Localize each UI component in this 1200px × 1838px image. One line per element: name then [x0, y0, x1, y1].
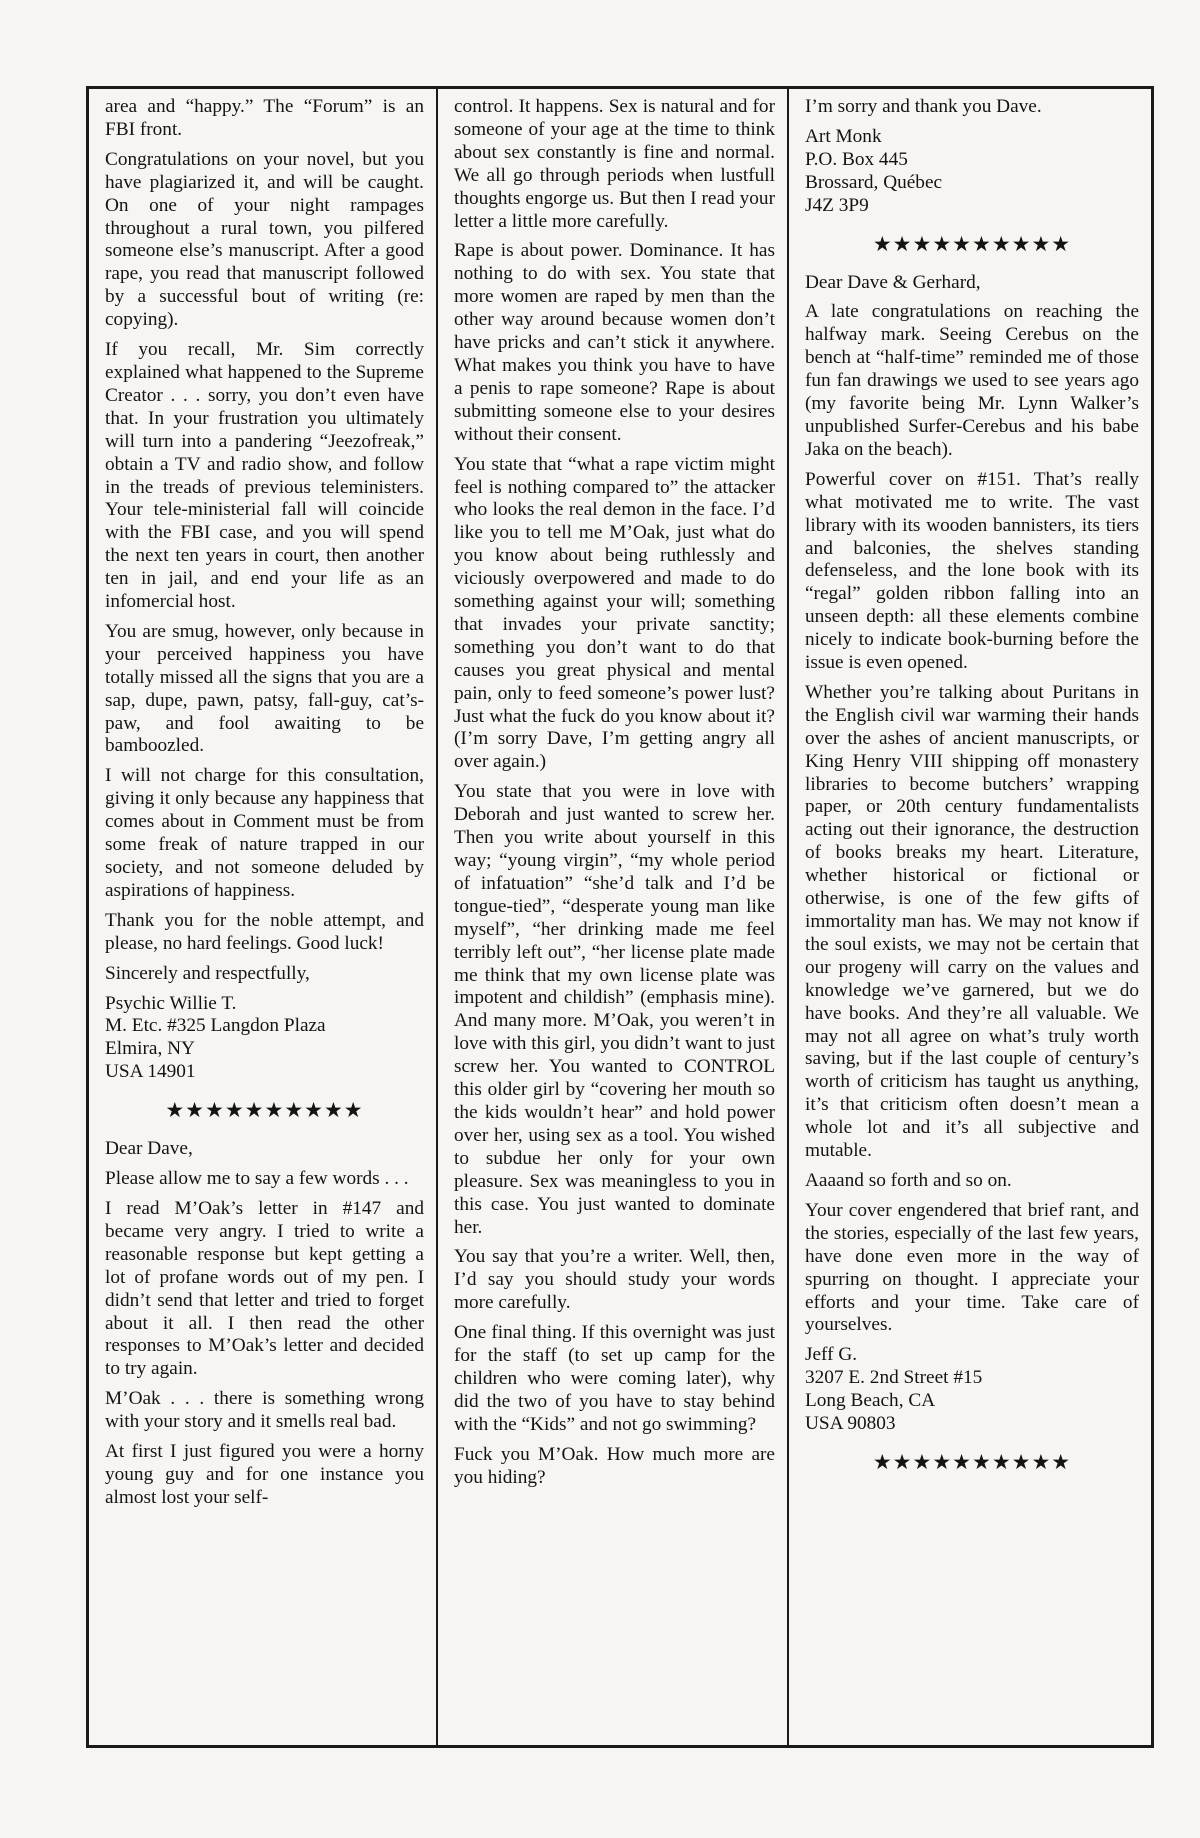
- address-line: M. Etc. #325 Langdon Plaza: [105, 1015, 326, 1037]
- paragraph: Powerful cover on #151. That’s really what motivated me to write. The vast library with its wooden bannisters, its tiers and balconies, the shelves standing defenseless, and the lone book with its “regal” golden ribbon falling into an unseen depth: all these elements combine nicely to indicate book-burning before the issue is even opened.: [805, 468, 1139, 674]
- paragraph: control. It happens. Sex is natural and for someone of your age at the time to think about sex constantly is fine and normal. We all go through periods when lustfull thoughts engorge us. But then I read your letter a little more carefully.: [454, 96, 775, 232]
- paragraph: You state that “what a rape victim might feel is nothing compared to” the attacker who looks the real demon in the face. I’d like you to tell me M’Oak, just what do you know about being ruthlessly and viciously overpowered and made to do something against your will; something that invades your private sanctity; something you don’t want to do that causes you great physical and mental pain, only to feed someone’s power lust? Just what the fuck do you know about it? (I’m sorry Dave, I’m getting angry all over again.): [454, 453, 775, 773]
- paragraph: At first I just figured you were a horny young guy and for one instance you almost lost your self-: [105, 1441, 424, 1508]
- paragraph: If you recall, Mr. Sim correctly explained what happened to the Supreme Creator . . . sorry, you don’t even have that. In your frustration you ultimately will turn into a pandering “Jeezofreak,” obtain a TV and radio show, and follow in the treads of previous teleministers. Your tele-ministerial fall will coincide with the FBI case, and you will spend the next ten years in court, then another ten in jail, and end your life as an infomercial host.: [105, 339, 424, 613]
- paragraph: One final thing. If this overnight was just for the staff (to set up camp for the children who were coming later), why did the two of you have to stay behind with the “Kids” and not go swimming?: [454, 1322, 775, 1435]
- signature-block: [105, 993, 424, 1085]
- paragraph: M’Oak . . . there is something wrong with your story and it smells real bad.: [105, 1388, 424, 1433]
- signature-name: Jeff G.: [805, 1344, 858, 1366]
- paragraph: Please allow me to say a few words . . .: [105, 1168, 409, 1190]
- address-line: USA 14901: [105, 1061, 196, 1083]
- column-3: [789, 89, 1151, 1745]
- star-divider: ★★★★★★★★★★: [872, 1449, 1072, 1474]
- salutation: Dear Dave,: [105, 1138, 193, 1160]
- star-divider: ★★★★★★★★★★: [872, 231, 1072, 256]
- address-line: USA 90803: [805, 1413, 896, 1435]
- address-line: 3207 E. 2nd Street #15: [805, 1367, 983, 1389]
- star-divider: ★★★★★★★★★★: [165, 1098, 364, 1123]
- column-2: [438, 89, 789, 1745]
- address-line: Long Beach, CA: [805, 1390, 936, 1412]
- paragraph: A late congratulations on reaching the halfway mark. Seeing Cerebus on the bench at “half-time” reminded me of those fun fan drawings we used to see years ago (my favorite being Mr. Lynn Walker’s unpublished Surfer-Cerebus and his babe Jaka on the beach).: [805, 301, 1139, 460]
- salutation: Dear Dave & Gerhard,: [805, 271, 981, 293]
- paragraph: Thank you for the noble attempt, and please, no hard feelings. Good luck!: [105, 909, 424, 954]
- paragraph: Your cover engendered that brief rant, and the stories, especially of the last few years, have done even more in the way of spurring on thought. I appreciate your efforts and your time. Take care of yourselves.: [805, 1199, 1139, 1336]
- address-line: Elmira, NY: [105, 1038, 195, 1060]
- address-line: P.O. Box 445: [805, 148, 908, 170]
- sign-off: Sincerely and respectfully,: [105, 962, 310, 984]
- address-line: J4Z 3P9: [805, 194, 869, 216]
- paragraph: area and “happy.” The “Forum” is an FBI front.: [105, 96, 424, 140]
- signature-block: [805, 126, 1139, 218]
- address-line: Brossard, Québec: [805, 171, 943, 193]
- paragraph: You are smug, however, only because in your perceived happiness you have totally missed all the signs that you are a sap, dupe, pawn, patsy, fall-guy, cat’s-paw, and fool awaiting to be bamboozled.: [105, 620, 424, 757]
- paragraph: Whether you’re talking about Puritans in the English civil war warming their hands over the ashes of ancient manuscripts, or King Henry VIII shipping off monastery libraries to become butchers’ wrapping paper, or 20th century fundamentalists acting out their ignorance, the destruction of books breaks my heart. Literature, whether historical or fictional or otherwise, is one of the few gifts of immortality man has. We may not know if the soul exists, we may not be certain that our progeny will carry on the values and knowledge we’ve garnered, but we do have books. And they’re all valuable. We may not all agree on what’s truly worth saving, but if the last couple of century’s worth of criticism has taught us anything, it’s that criticism often doesn’t mean a whole lot and it’s all subjective and mutable.: [805, 681, 1139, 1162]
- paragraph: I will not charge for this consultation, giving it only because any happiness that comes about in Comment must be from some freak of nature trapped in our society, and not someone deluded by aspirations of happiness.: [105, 765, 424, 901]
- signature-name: Art Monk: [805, 125, 882, 147]
- paragraph: Fuck you M’Oak. How much more are you hiding?: [454, 1443, 775, 1488]
- signature-block: [805, 1344, 1139, 1436]
- column-1: [89, 89, 438, 1745]
- paragraph: I read M’Oak’s letter in #147 and became very angry. I tried to write a reasonable response but kept getting a lot of profane words out of my pen. I didn’t send that letter and tried to forget about it all. I then read the other responses to M’Oak’s letter and decided to try again.: [105, 1197, 424, 1380]
- paragraph: Congratulations on your novel, but you have plagiarized it, and will be caught. On one of your night rampages throughout a rural town, you pilfered someone else’s manuscript. After a good rape, you read that manuscript followed by a successful bout of writing (re: copying).: [105, 148, 424, 331]
- paragraph: Rape is about power. Dominance. It has nothing to do with sex. You state that more women are raped by men than the other way around because women don’t have pricks and can’t stick it anywhere. What makes you think you have to have a penis to rape someone? Rape is about submitting someone else to your desires without their consent.: [454, 240, 775, 445]
- paragraph: You state that you were in love with Deborah and just wanted to screw her. Then you write about yourself in this way; “young virgin”, “my whole period of infatuation” “she’d talk and I’d be tongue-tied”, “desperate young man like myself”, “her drinking made me feel terribly left out”, “her license plate made me think that my own license plate was impotent and childish” (emphasis mine). And many more. M’Oak, you weren’t in love with this girl, you didn’t want to just screw her. You wanted to CONTROL this older girl by “covering her mouth so the kids wouldn’t hear” and hold power over her, using sex as a tool. You wished to subdue her only for your own pleasure. Sex was meaningless to you in this case. You just wanted to dominate her.: [454, 781, 775, 1238]
- paragraph: I’m sorry and thank you Dave.: [805, 96, 1042, 117]
- paragraph: You say that you’re a writer. Well, then, I’d say you should study your words more carefully.: [454, 1246, 775, 1314]
- signature-name: Psychic Willie T.: [105, 992, 237, 1014]
- letters-page: [86, 86, 1154, 1748]
- paragraph: Aaaand so forth and so on.: [805, 1169, 1012, 1191]
